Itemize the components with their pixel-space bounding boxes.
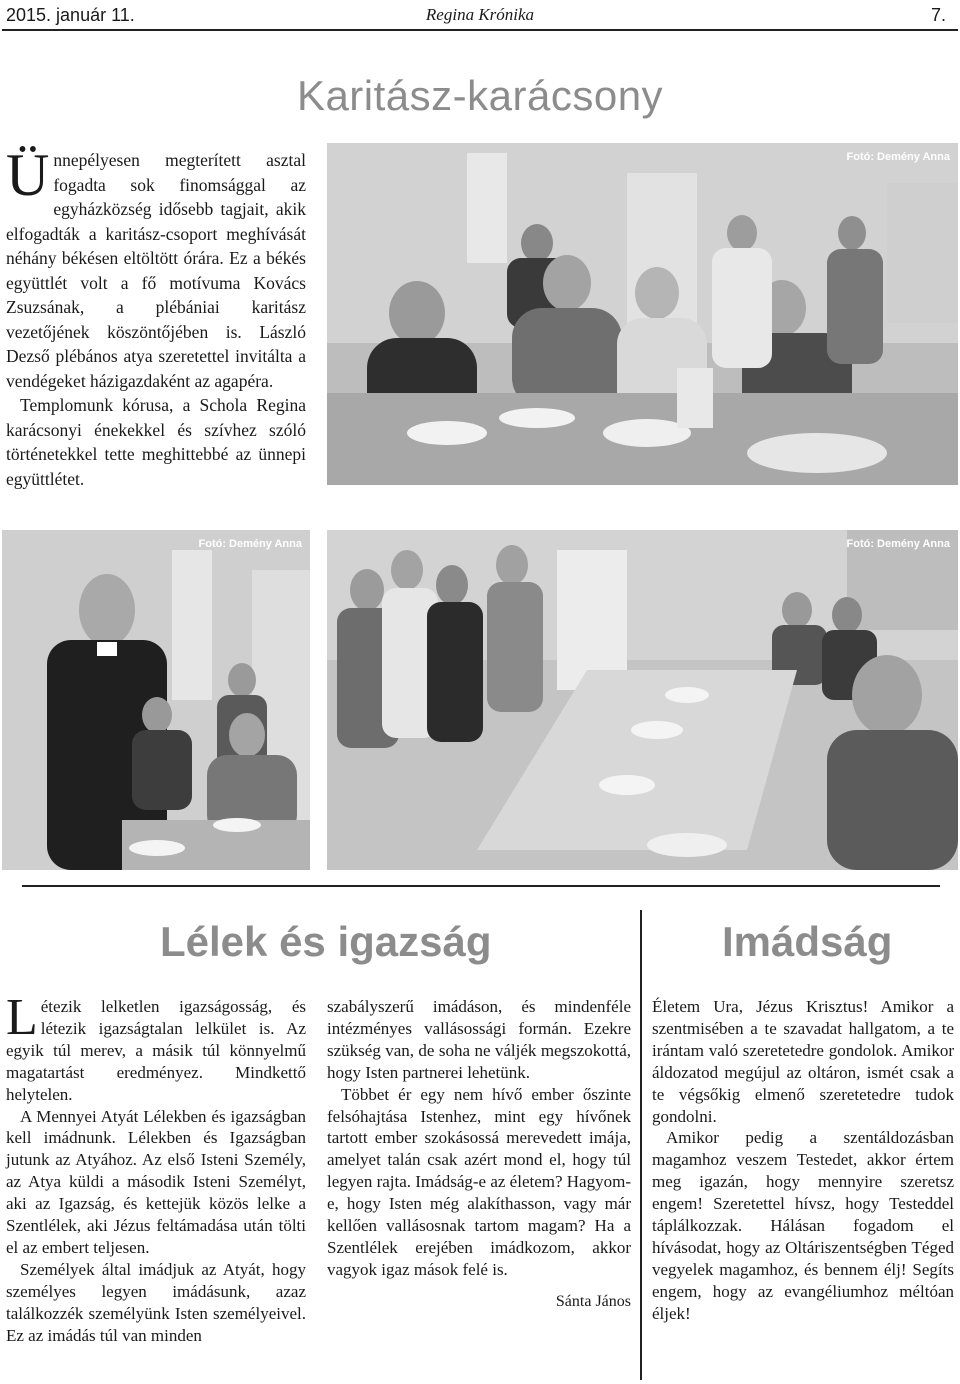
column-rule <box>640 910 642 1380</box>
imadsag-paragraph-1: Életem Ura, Jézus Krisztus! Amikor a szentmisében a te szavadat hallgatom, a te irántam való szeretetedre gondolok. Amikor áldozatod megújul az oltáron, ismét csak a te végsőkig elmenő szeretetedre tudok gondolni. <box>652 997 954 1126</box>
section-title-imadsag: Imádság <box>722 918 893 965</box>
photo-credit: Fotó: Demény Anna <box>846 538 950 550</box>
lelek-paragraph-3: Személyek által imádjuk az Atyát, hogy személyes legyen imádásunk, azaz találkozzék személyünk Isten személyeivel. Ez az imádás túl van minden <box>6 1259 306 1345</box>
imadsag-paragraph-2: Amikor pedig a szentáldozásban magamhoz veszem Testedet, akkor értem meg igazán, hogy mennyire szeretsz engem! Szeretettel hívsz, hogy Testeddel táplálkozzak. Hálásan fogadom el hívásodat, hogy az Oltáriszentségben Téged vegyelek magamhoz, és bennem élj! Segíts engem, hogy az evangéliumhoz méltóan éljek! <box>652 1128 954 1323</box>
section-rule <box>22 885 940 887</box>
header-rule <box>2 29 958 31</box>
photo-choir-singing <box>327 530 958 870</box>
imadsag-column <box>652 996 954 1325</box>
article-title: Karitász-karácsony <box>296 72 664 119</box>
photo-credit: Fotó: Demény Anna <box>846 151 950 163</box>
intro-paragraph-2: Templomunk kórusa, a Schola Regina karácsonyi énekekkel és szívhez szóló történetekkel tette meghittebbé az ünnepi együttlétet. <box>6 395 306 489</box>
lelek-column-2 <box>327 996 631 1313</box>
lelek-paragraph-5: Többet ér egy nem hívő ember őszinte felsóhajtása Istenhez, mint egy hívőnek tartott ember szokásossá merevedett imája, amelyet talán csak azért mond el, hogy túl legyen rajta. Imádság-e az életem? Hagyom-e, hogy Isten még alakíthasson, vagy már kellően vallásosnak tartom magam? Ha a Szentlélek erejében imádkozom, akkor vagyok igaz mások felé is. <box>327 1084 631 1279</box>
photo-credit: Fotó: Demény Anna <box>198 538 302 550</box>
author-signature: Sánta János <box>555 1292 631 1310</box>
section-title-lelek: Lélek és igazság <box>160 918 492 965</box>
photo-priest-speaking <box>2 530 310 870</box>
lelek-paragraph-4: szabályszerű imádáson, és mindenféle intézményes vallásossági formán. Ezekre szükség van, de soha ne váljék megszokottá, hogy Isten partnerei lehetünk. <box>327 997 631 1082</box>
page-number: 7. <box>930 5 946 25</box>
intro-text <box>6 142 306 491</box>
publication-name: Regina Krónika <box>425 5 535 24</box>
lelek-paragraph-1: étezik lelketlen igazságosság, és létezik igazságtalan lelkület is. Az egyik túl merev, a másik túl könnyelmű magatartást eredményez. Mindkettő helytelen. <box>6 997 306 1104</box>
lelek-column-1 <box>6 989 306 1347</box>
dropcap: L <box>6 989 38 1046</box>
page-header <box>0 0 960 30</box>
lelek-paragraph-2: A Mennyei Atyát Lélekben és igazságban kell imádnunk. Lélekben és Igazságban jutunk az Atyához. Az első Isteni Személy, az Atya küldi a második Isteni Személyt, aki az Igazság, és kettejük közös lelke a Szentlélek, aki Jézus feltámadása után tölti el az embert teljesen. <box>6 1106 306 1257</box>
issue-date: 2015. január 11. <box>6 5 135 25</box>
dropcap: Ü <box>6 142 50 208</box>
intro-paragraph-1: nnepélyesen megterített asztal fogadta sok finomsággal az egyházközség idősebb tagjait, akik elfogadták a karitász-csoport meghívását néhány békésen eltöltött órára. Ez a békés együttlét volt a fő motívuma Kovács Zsuzsának, a plébániai karitász vezetőjének köszöntőjében is. László Dezső plébános atya szeretettel invitálta a vendégeket házigazdaként az agapéra. <box>6 150 306 391</box>
photo-dining-table <box>327 143 958 485</box>
